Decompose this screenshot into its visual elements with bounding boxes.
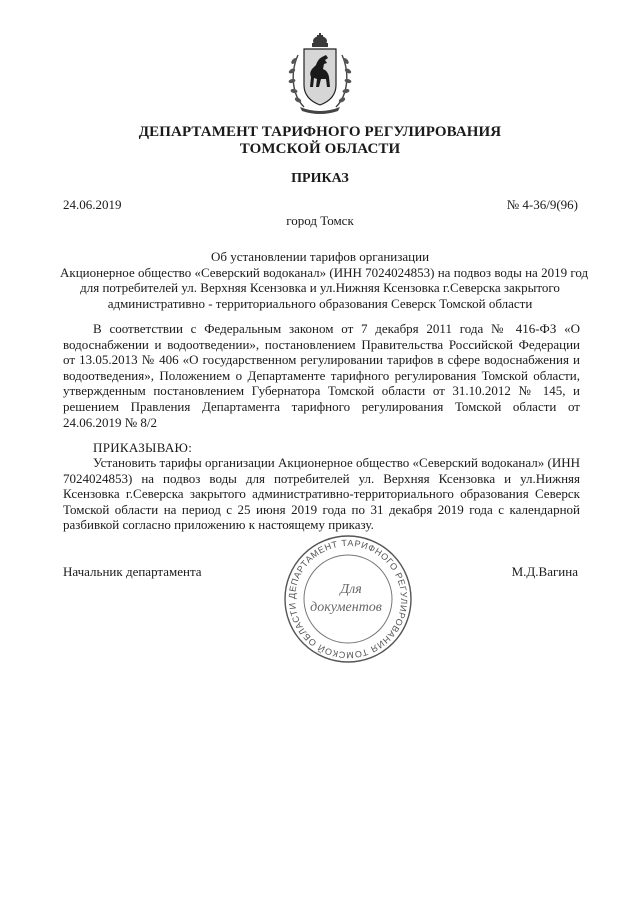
order-keyword: ПРИКАЗЫВАЮ: [93, 440, 193, 455]
official-stamp [282, 533, 414, 665]
subject-line: для потребителей ул. Верхняя Ксензовка и ул.Нижняя Ксензовка г.Северска закрытого [80, 280, 560, 295]
subject-line: административно - территориального образования Северск Томской области [107, 295, 533, 311]
order-subject [60, 249, 589, 311]
stamp-ring-text: ДЕПАРТАМЕНТ ТАРИФНОГО РЕГУЛИРОВАНИЯ ТОМСКОЙ ОБЛАСТИ [286, 537, 410, 661]
stamp-center-line1: Для [340, 582, 362, 597]
preamble-paragraph: В соответствии с Федеральным законом от 7 декабря 2011 года № 416-ФЗ «О водоснабжении и водоотведении», постановлением Правительства Российской Федерации от 13.05.2013 № 406 «О государственном регулировании тарифов в сфере водоснабжения и водоотведения», Положением о Департаменте тарифного регулирования Томской области, утвержденным постановлением Губернатора Томской области от 31.10.2012 № 145, и решением Правления Департамента тарифного регулирования Томской области от 24.06.2019 № 8/2 [63, 321, 580, 430]
order-text-paragraph: Установить тарифы организации Акционерное общество «Северский водоканал» (ИНН 7024024853) на подвоз воды для потребителей ул. Верхняя Ксензовка и ул.Нижняя Ксензовка г.Северска закрытого административно-территориального образования Северск Томской области на период с 25 июня 2019 года по 31 декабря 2019 года с календарной разбивкой согласно приложению к настоящему приказу. [63, 455, 580, 533]
document-type-title: ПРИКАЗ [291, 171, 349, 186]
subject-line: Акционерное общество «Северский водоканал» (ИНН 7024024853) на подвоз воды на 2019 год [60, 264, 589, 280]
order-date: 24.06.2019 [63, 197, 122, 212]
subject-line: Об установлении тарифов организации [210, 249, 430, 264]
department-name-line1: ДЕПАРТАМЕНТ ТАРИФНОГО РЕГУЛИРОВАНИЯ [138, 124, 502, 140]
department-name-line2: ТОМСКОЙ ОБЛАСТИ [239, 141, 401, 157]
order-city: город Томск [286, 213, 354, 228]
svg-text:ДЕПАРТАМЕНТ ТАРИФНОГО РЕГУЛИРО [287, 538, 409, 660]
order-number: № 4-36/9(96) [506, 197, 578, 212]
signatory-title: Начальник департамента [63, 564, 202, 579]
coat-of-arms-emblem [286, 33, 354, 115]
signatory-name: М.Д.Вагина [511, 564, 578, 579]
stamp-center-line2: документов [310, 600, 382, 615]
